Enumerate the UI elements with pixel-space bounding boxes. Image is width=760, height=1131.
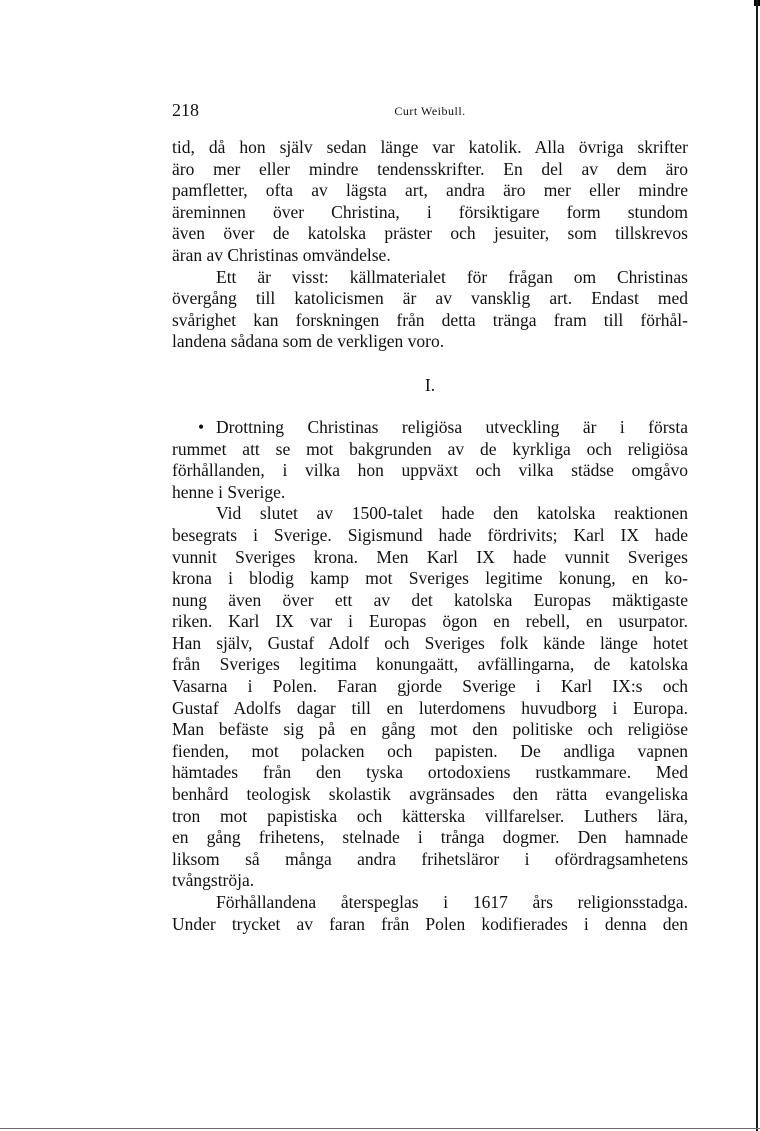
text-line: Vasarna i Polen. Faran gjorde Sverige i Karl IX:s och xyxy=(172,676,688,697)
running-head: Curt Weibull. xyxy=(394,104,466,118)
scan-bottom-edge xyxy=(0,1128,760,1129)
text-line: övergång till katolicismen är av vansklig art. Endast med xyxy=(172,288,688,309)
text-line-content: Drottning Christinas religiösa utveckling är i första xyxy=(216,416,688,437)
text-line: äreminnen över Christina, i försiktigare form stundom xyxy=(172,201,688,222)
page-header xyxy=(172,100,688,122)
section-heading: I. xyxy=(424,374,436,395)
text-line: Under trycket av faran från Polen kodifierades i denna den xyxy=(172,913,688,934)
text-line: henne i Sverige. xyxy=(172,481,286,502)
text-line: benhård teologisk skolastik avgränsades den rätta evangeliska xyxy=(172,784,688,805)
paragraph-continuation xyxy=(172,137,688,267)
paragraph xyxy=(172,417,688,503)
text-line: fienden, mot polacken och papisten. De andliga vapnen xyxy=(172,740,688,761)
text-line: förhållanden, i vilka hon uppväxt och vilka städse omgåvo xyxy=(172,460,688,481)
text-line: Gustaf Adolfs dagar till en luterdomens huvudborg i Europa. xyxy=(172,697,688,718)
paragraph xyxy=(172,267,688,353)
page-number: 218 xyxy=(172,100,199,120)
text-line: hämtades från den tyska ortodoxiens rustkammare. Med xyxy=(172,762,688,783)
text-line: tid, då hon själv sedan länge var katolik. Alla övriga skrifter xyxy=(172,137,688,157)
text-line: Ett är visst: källmaterialet för frågan om Christinas xyxy=(216,266,688,287)
text-line: landena sådana som de verkligen voro. xyxy=(172,331,445,352)
scan-right-edge xyxy=(756,0,758,1131)
text-line: Han själv, Gustaf Adolf och Sveriges folk kände länge hotet xyxy=(172,632,688,653)
text-line: från Sveriges legitima konungaätt, avfällingarna, de katolska xyxy=(172,654,688,675)
paragraph xyxy=(172,892,688,935)
body-text xyxy=(172,137,688,935)
text-line: Man befäste sig på en gång mot den politiske och religiöse xyxy=(172,719,688,740)
text-line: en gång frihetens, stelnade i trånga dogmer. Den hamnade xyxy=(172,827,688,848)
text-line: liksom så många andra frihetsläror i ofördragsamhetens xyxy=(172,848,688,869)
text-line: Förhållandena återspeglas i 1617 års religionsstadga. xyxy=(216,892,688,912)
text-line xyxy=(172,417,688,439)
text-line: Vid slutet av 1500-talet hade den katolska reaktionen xyxy=(216,503,688,524)
text-line: svårighet kan forskningen från detta tränga fram till förhål- xyxy=(172,309,688,330)
text-line: tvångströja. xyxy=(172,870,255,891)
text-line: vunnit Sveriges krona. Men Karl IX hade vunnit Sveriges xyxy=(172,546,688,567)
text-line: nung även över ett av det katolska Europas mäktigaste xyxy=(172,589,688,610)
text-line: krona i blodig kamp mot Sveriges legitime konung, en ko- xyxy=(172,568,688,589)
text-line: äro mer eller mindre tendensskrifter. En del av dem äro xyxy=(172,158,688,179)
text-line: besegrats i Sverige. Sigismund hade fördrivits; Karl IX hade xyxy=(172,524,688,545)
text-line: pamfletter, ofta av lägsta art, andra äro mer eller mindre xyxy=(172,180,688,201)
paragraph xyxy=(172,503,688,892)
text-line: rummet att se mot bakgrunden av de kyrkliga och religiösa xyxy=(172,438,688,459)
stray-bullet-mark: • xyxy=(198,416,205,437)
text-line: riken. Karl IX var i Europas ögon en rebell, en usurpator. xyxy=(172,611,688,632)
text-line: tron mot papistiska och kätterska villfarelser. Luthers lära, xyxy=(172,805,688,826)
text-line: även över de katolska präster och jesuiter, som tillskrevos xyxy=(172,223,688,244)
text-line: äran av Christinas omvändelse. xyxy=(172,244,391,265)
